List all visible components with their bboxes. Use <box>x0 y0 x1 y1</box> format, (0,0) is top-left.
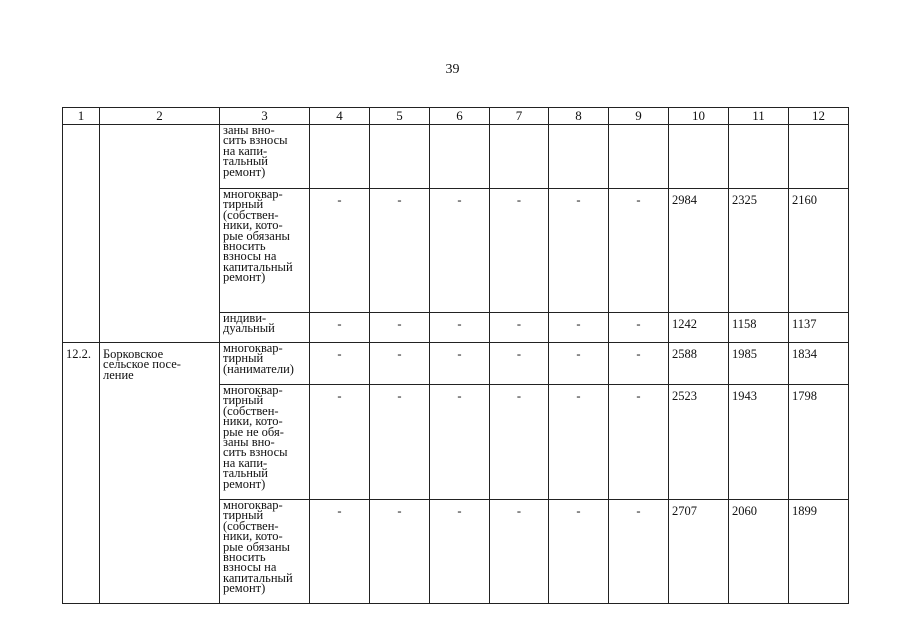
row-number-cell <box>63 125 100 343</box>
value-cell: - <box>430 343 490 385</box>
table-row <box>63 125 849 189</box>
housing-type-cell: заны вно- сить взносы на капи- тальный ремонт) <box>220 125 310 189</box>
column-header: 4 <box>310 108 370 125</box>
value-cell: 2160 <box>789 189 849 313</box>
value-cell: - <box>549 500 609 604</box>
column-header: 7 <box>490 108 549 125</box>
value-cell: - <box>370 313 430 343</box>
value-cell <box>370 125 430 189</box>
column-header: 9 <box>609 108 669 125</box>
table-row <box>63 343 849 385</box>
value-cell: 1798 <box>789 385 849 500</box>
value-cell: - <box>430 313 490 343</box>
value-cell <box>729 125 789 189</box>
value-cell: - <box>370 189 430 313</box>
column-header: 12 <box>789 108 849 125</box>
value-cell: - <box>490 313 549 343</box>
value-cell: 2325 <box>729 189 789 313</box>
value-cell: - <box>430 385 490 500</box>
value-cell: 2523 <box>669 385 729 500</box>
value-cell: - <box>370 500 430 604</box>
value-cell: 1834 <box>789 343 849 385</box>
value-cell: - <box>609 343 669 385</box>
value-cell: - <box>310 385 370 500</box>
value-cell: - <box>549 385 609 500</box>
value-cell: 2588 <box>669 343 729 385</box>
value-cell: - <box>549 343 609 385</box>
value-cell: - <box>310 343 370 385</box>
value-cell: - <box>490 500 549 604</box>
value-cell: 2984 <box>669 189 729 313</box>
value-cell: - <box>310 313 370 343</box>
value-cell: - <box>549 313 609 343</box>
value-cell <box>430 125 490 189</box>
column-header: 11 <box>729 108 789 125</box>
column-header: 2 <box>100 108 220 125</box>
housing-type-cell: индиви- дуальный <box>220 313 310 343</box>
column-header: 10 <box>669 108 729 125</box>
column-header: 5 <box>370 108 430 125</box>
value-cell: 1158 <box>729 313 789 343</box>
value-cell: - <box>549 189 609 313</box>
row-number-cell: 12.2. <box>63 343 100 604</box>
value-cell <box>789 125 849 189</box>
value-cell <box>549 125 609 189</box>
column-header: 1 <box>63 108 100 125</box>
value-cell: 1242 <box>669 313 729 343</box>
column-number-row <box>63 108 849 125</box>
housing-type-cell: многоквар- тирный (собствен- ники, кото- рые обязаны вносить взносы на капитальный ремонт) <box>220 189 310 313</box>
value-cell: - <box>370 343 430 385</box>
value-cell: - <box>490 343 549 385</box>
value-cell <box>609 125 669 189</box>
value-cell: 1137 <box>789 313 849 343</box>
value-cell: 1943 <box>729 385 789 500</box>
value-cell: - <box>609 313 669 343</box>
value-cell <box>490 125 549 189</box>
value-cell: 1985 <box>729 343 789 385</box>
value-cell: - <box>609 385 669 500</box>
column-header: 8 <box>549 108 609 125</box>
value-cell: - <box>430 189 490 313</box>
value-cell: - <box>430 500 490 604</box>
value-cell: - <box>370 385 430 500</box>
column-header: 6 <box>430 108 490 125</box>
value-cell: - <box>609 189 669 313</box>
value-cell: - <box>609 500 669 604</box>
value-cell: 2060 <box>729 500 789 604</box>
column-header: 3 <box>220 108 310 125</box>
tariff-table <box>62 107 849 604</box>
value-cell: - <box>490 385 549 500</box>
housing-type-cell: многоквар- тирный (собствен- ники, кото- рые не обя- заны вно- сить взносы на капи- тальный ремонт) <box>220 385 310 500</box>
settlement-cell <box>100 125 220 343</box>
value-cell: 2707 <box>669 500 729 604</box>
value-cell: - <box>490 189 549 313</box>
housing-type-cell: многоквар- тирный (собствен- ники, кото- рые обязаны вносить взносы на капитальный ремонт) <box>220 500 310 604</box>
page-number: 39 <box>445 62 460 77</box>
value-cell: - <box>310 189 370 313</box>
value-cell <box>669 125 729 189</box>
settlement-cell: Борковское сельское посе- ление <box>100 343 220 604</box>
value-cell <box>310 125 370 189</box>
value-cell: - <box>310 500 370 604</box>
value-cell: 1899 <box>789 500 849 604</box>
housing-type-cell: многоквар- тирный (наниматели) <box>220 343 310 385</box>
